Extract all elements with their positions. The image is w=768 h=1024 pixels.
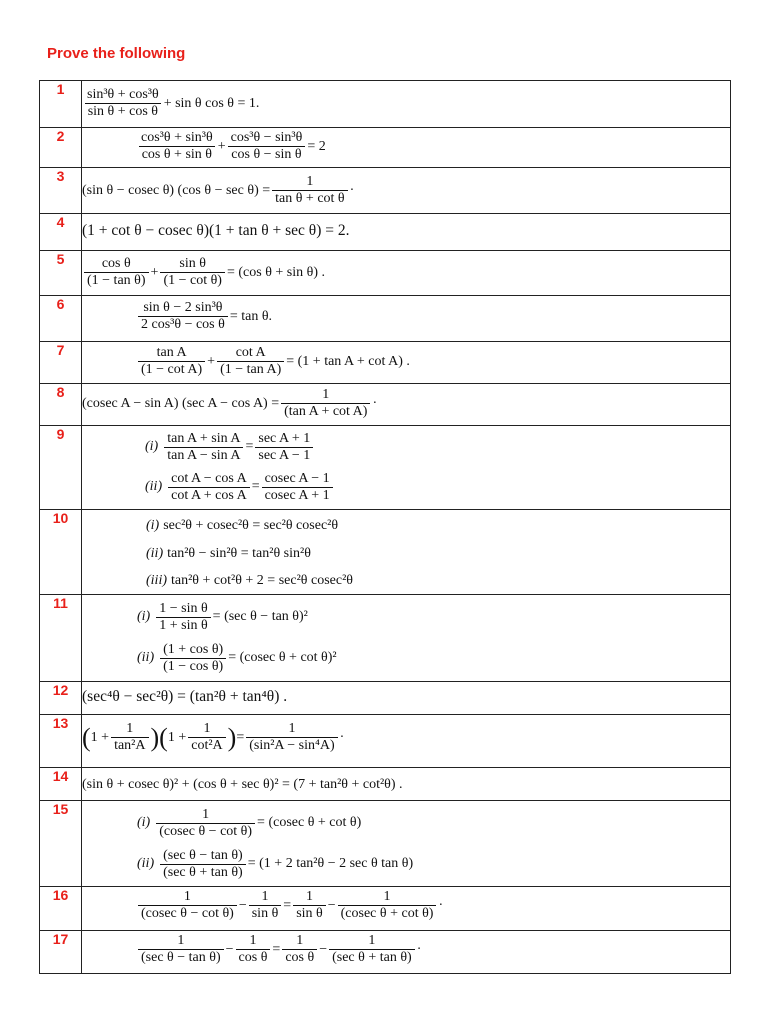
denominator: (tan A + cot A) <box>281 403 370 420</box>
denominator: (cosec θ − cot θ) <box>138 905 237 922</box>
numerator: sec A + 1 <box>258 430 311 446</box>
problem-number: 15 <box>40 801 82 887</box>
numerator: cosec A − 1 <box>264 470 330 486</box>
denominator: sin θ + cos θ <box>85 103 161 120</box>
fraction <box>84 87 162 120</box>
problem-expression <box>82 426 731 510</box>
part-label: (ii) <box>146 545 164 561</box>
denominator: cosec A + 1 <box>262 487 333 504</box>
part-label: (iii) <box>146 572 167 588</box>
denominator: (1 − tan θ) <box>84 272 149 289</box>
denominator: sec A − 1 <box>255 447 313 464</box>
expression-text: − <box>319 941 328 957</box>
problem-number: 13 <box>40 715 82 768</box>
denominator: cos θ <box>282 949 317 966</box>
fraction <box>188 721 225 754</box>
denominator: tan²A <box>111 737 148 754</box>
numerator: 1 <box>261 889 269 904</box>
problem-expression <box>82 887 731 931</box>
denominator: (1 − tan A) <box>217 361 284 378</box>
numerator: tan A + sin A <box>167 430 241 446</box>
expression-line <box>137 637 730 679</box>
problem-row <box>40 342 731 384</box>
expression-text: = (cos θ + sin θ) . <box>226 264 325 280</box>
problem-row <box>40 384 731 426</box>
numerator: 1 <box>126 721 134 736</box>
problem-expression <box>82 81 731 128</box>
denominator: (1 − cot A) <box>138 361 205 378</box>
problem-number: 10 <box>40 510 82 595</box>
numerator: 1 <box>383 889 391 904</box>
expression-text: = (sec θ − tan θ)² <box>212 609 308 624</box>
fraction <box>111 721 148 754</box>
numerator: 1 <box>203 721 211 736</box>
fraction <box>164 431 243 464</box>
part-label: (ii) <box>137 856 155 871</box>
denominator: cos θ <box>236 949 271 966</box>
problem-expression <box>82 384 731 426</box>
problem-number: 6 <box>40 296 82 342</box>
denominator: cot A + cos A <box>168 487 250 504</box>
numerator: 1 <box>306 174 314 189</box>
expression-text: (sin θ − cosec θ) (cos θ − sec θ) = <box>82 182 271 198</box>
numerator: sin θ − 2 sin³θ <box>143 300 223 315</box>
problem-row <box>40 715 731 768</box>
problem-number: 12 <box>40 682 82 715</box>
denominator: (sec θ − tan θ) <box>138 949 224 966</box>
denominator: sin θ <box>249 905 282 922</box>
fraction <box>138 345 205 378</box>
expression-line <box>137 843 730 885</box>
problem-number: 17 <box>40 931 82 974</box>
expression-text: · <box>372 395 378 411</box>
part-label: (ii) <box>137 650 155 665</box>
problem-row <box>40 81 731 128</box>
problem-row <box>40 887 731 931</box>
expression-text: (sin θ + cosec θ)² + (cos θ + sec θ)² = (7 + tan²θ + cot²θ) . <box>82 777 403 792</box>
problem-row <box>40 801 731 887</box>
fraction <box>255 431 313 464</box>
fraction <box>282 933 317 966</box>
expression-text: = (cosec θ + cot θ) <box>257 815 362 830</box>
numerator: 1 <box>177 933 185 948</box>
page-heading: Prove the following <box>47 45 186 62</box>
denominator: 1 + sin θ <box>156 617 210 634</box>
denominator: sin θ <box>293 905 326 922</box>
expression-line <box>136 889 730 922</box>
numerator: (sec θ − tan θ) <box>163 847 243 863</box>
part-label: (ii) <box>145 479 163 494</box>
expression-text: )( <box>150 722 168 752</box>
problem-number: 16 <box>40 887 82 931</box>
problem-number: 5 <box>40 251 82 296</box>
problem-row <box>40 296 731 342</box>
numerator: 1 <box>322 387 330 402</box>
fraction <box>293 889 326 922</box>
expression-text: = tan θ. <box>229 308 273 324</box>
problem-number: 2 <box>40 128 82 168</box>
problem-expression <box>82 128 731 168</box>
expression-text: (cosec A − sin A) (sec A − cos A) = <box>82 395 280 411</box>
fraction <box>138 933 224 966</box>
numerator: cos³θ + sin³θ <box>141 130 213 145</box>
expression-line <box>82 174 730 207</box>
expression-line <box>136 933 730 966</box>
fraction <box>156 601 210 634</box>
numerator: 1 <box>368 933 376 948</box>
numerator: tan A <box>156 345 187 360</box>
fraction <box>84 256 149 289</box>
part-label: (i) <box>146 518 160 533</box>
problem-number: 3 <box>40 168 82 214</box>
expression-text: 1 + <box>167 729 187 745</box>
part-label: (i) <box>137 609 151 624</box>
expression-text: · <box>416 941 422 957</box>
fraction <box>217 345 284 378</box>
expression-line <box>137 803 730 843</box>
expression-text: = <box>236 729 245 745</box>
expression-line <box>82 256 730 289</box>
numerator: 1 <box>183 889 191 904</box>
expression-text: 1 + <box>90 729 110 745</box>
problem-number: 1 <box>40 81 82 128</box>
problem-expression <box>82 342 731 384</box>
expression-line <box>136 130 730 163</box>
fraction <box>272 174 348 207</box>
numerator: 1 <box>305 889 313 904</box>
problem-row <box>40 251 731 296</box>
expression-text: sec²θ + cosec²θ = sec²θ cosec²θ <box>163 518 339 533</box>
numerator: (1 + cos θ) <box>163 641 224 657</box>
denominator: (1 − cot θ) <box>160 272 225 289</box>
expression-line <box>137 597 730 637</box>
expression-text: ) <box>227 722 237 752</box>
expression-text: = <box>251 479 260 494</box>
problem-expression <box>82 931 731 974</box>
problem-number: 7 <box>40 342 82 384</box>
denominator: (sec θ + tan θ) <box>329 949 415 966</box>
numerator: sin θ <box>179 256 206 271</box>
expression-line <box>136 300 730 333</box>
fraction <box>168 471 250 504</box>
expression-text: + <box>150 264 159 280</box>
problem-expression <box>82 595 731 682</box>
problem-row <box>40 595 731 682</box>
expression-text: = (cosec θ + cot θ)² <box>228 650 337 665</box>
expression-line <box>82 777 730 793</box>
fraction <box>262 471 333 504</box>
expression-line <box>146 512 730 540</box>
problem-row <box>40 426 731 510</box>
problem-number: 14 <box>40 768 82 801</box>
problem-row <box>40 931 731 974</box>
expression-line <box>146 540 730 567</box>
problem-row <box>40 168 731 214</box>
problem-expression <box>82 168 731 214</box>
expression-line <box>82 721 730 754</box>
problem-number: 9 <box>40 426 82 510</box>
denominator: (1 − cos θ) <box>160 658 226 675</box>
expression-text: = (1 + tan A + cot A) . <box>286 353 410 369</box>
expression-text: = <box>283 897 292 913</box>
problem-number: 4 <box>40 214 82 251</box>
problem-expression <box>82 296 731 342</box>
expression-text: · <box>339 729 345 745</box>
expression-text: = (1 + 2 tan²θ − 2 sec θ tan θ) <box>247 856 414 871</box>
problem-expression <box>82 251 731 296</box>
problem-row <box>40 768 731 801</box>
denominator: cos θ + sin θ <box>139 146 215 163</box>
problem-number: 11 <box>40 595 82 682</box>
expression-line <box>145 427 730 467</box>
denominator: (sin²A − sin⁴A) <box>246 737 337 754</box>
fraction <box>338 889 437 922</box>
denominator: (cosec θ + cot θ) <box>338 905 437 922</box>
expression-line <box>146 567 730 594</box>
numerator: sin³θ + cos³θ <box>87 87 159 102</box>
denominator: cot²A <box>188 737 225 754</box>
denominator: cos θ − sin θ <box>228 146 304 163</box>
expression-text: − <box>225 941 234 957</box>
problem-row <box>40 682 731 715</box>
fraction <box>160 642 226 675</box>
problem-expression <box>82 801 731 887</box>
denominator: 2 cos³θ − cos θ <box>138 316 228 333</box>
numerator: 1 <box>288 721 296 736</box>
part-label: (i) <box>145 439 159 454</box>
fraction <box>249 889 282 922</box>
expression-text: · <box>438 897 444 913</box>
expression-text: − <box>327 897 336 913</box>
expression-text: = <box>272 941 281 957</box>
expression-line <box>82 387 730 420</box>
numerator: 1 <box>296 933 304 948</box>
expression-text: ( <box>82 722 91 752</box>
expression-text: (sec⁴θ − sec²θ) = (tan²θ + tan⁴θ) . <box>82 688 288 705</box>
numerator: cos³θ − sin³θ <box>230 130 303 145</box>
fraction <box>138 889 237 922</box>
numerator: cos θ <box>101 256 131 271</box>
expression-line <box>82 222 730 240</box>
denominator: tan A − sin A <box>164 447 243 464</box>
fraction <box>138 300 228 333</box>
numerator: 1 <box>249 933 257 948</box>
expression-line <box>82 87 730 120</box>
fraction <box>329 933 415 966</box>
expression-line <box>136 345 730 378</box>
expression-text: = <box>245 439 254 454</box>
expression-text: tan²θ + cot²θ + 2 = sec²θ cosec²θ <box>171 572 353 588</box>
problem-expression <box>82 510 731 595</box>
expression-text: = 2 <box>307 138 326 154</box>
denominator: (sec θ + tan θ) <box>160 864 246 881</box>
problem-row <box>40 510 731 595</box>
expression-text: + <box>217 138 226 154</box>
fraction <box>156 807 255 840</box>
fraction <box>246 721 337 754</box>
fraction <box>281 387 370 420</box>
expression-text: + sin θ cos θ = 1. <box>163 95 260 111</box>
problems-table <box>39 80 731 974</box>
numerator: 1 <box>202 806 210 822</box>
expression-text: + <box>207 353 216 369</box>
problem-expression <box>82 214 731 251</box>
fraction <box>160 256 225 289</box>
expression-text: − <box>238 897 247 913</box>
expression-line <box>82 688 730 706</box>
denominator: (cosec θ − cot θ) <box>156 823 255 840</box>
problem-row <box>40 128 731 168</box>
problem-expression <box>82 682 731 715</box>
problem-number: 8 <box>40 384 82 426</box>
fraction <box>236 933 271 966</box>
fraction <box>160 848 246 881</box>
part-label: (i) <box>137 815 151 830</box>
fraction <box>228 130 306 163</box>
expression-line <box>145 467 730 507</box>
denominator: tan θ + cot θ <box>272 190 348 207</box>
numerator: cot A − cos A <box>171 470 247 486</box>
numerator: 1 − sin θ <box>159 600 208 616</box>
expression-text: (1 + cot θ − cosec θ)(1 + tan θ + sec θ) = 2. <box>82 222 350 239</box>
fraction <box>138 130 216 163</box>
problem-expression <box>82 715 731 768</box>
problem-row <box>40 214 731 251</box>
problem-expression <box>82 768 731 801</box>
expression-text: · <box>349 182 355 198</box>
expression-text: tan²θ − sin²θ = tan²θ sin²θ <box>167 545 311 561</box>
numerator: cot A <box>235 345 266 360</box>
